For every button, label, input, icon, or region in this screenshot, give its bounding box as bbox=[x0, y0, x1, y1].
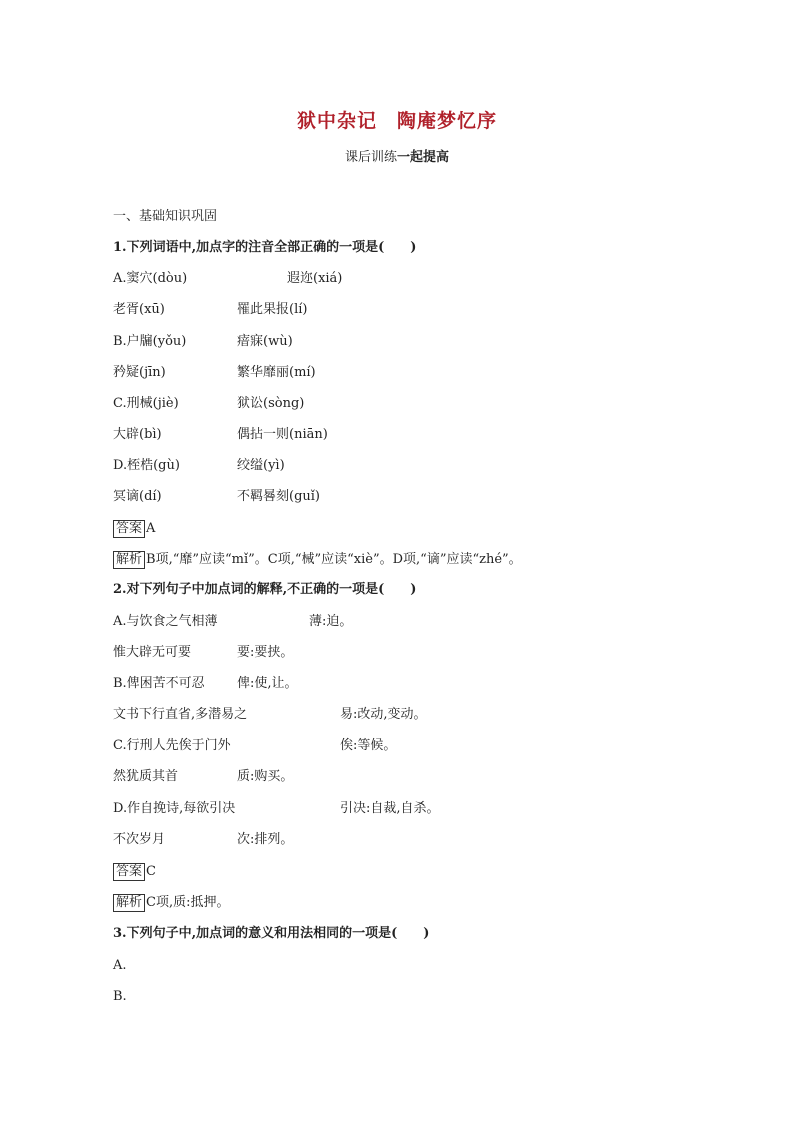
q1-option-d-word2: 绞缢(yì) bbox=[237, 458, 285, 473]
analysis-tag: 解析 bbox=[113, 551, 145, 569]
q2-option-d-sentence2: 不次岁月 bbox=[113, 832, 166, 847]
q1-option-c-word4: 偶拈一则(niān) bbox=[237, 427, 328, 442]
q1-option-b-word2: 瘖寐(wù) bbox=[237, 334, 293, 349]
q1-option-a-word4: 罹此果报(lí) bbox=[237, 302, 308, 317]
q1-option-d-word3: 冥谪(dí) bbox=[113, 489, 162, 504]
q2-option-c-gloss2: 质:购买。 bbox=[237, 769, 294, 784]
analysis-tag: 解析 bbox=[113, 894, 145, 912]
subtitle-plain: 课后训练 bbox=[344, 150, 397, 165]
page-title: 狱中杂记 陶庵梦忆序 bbox=[296, 110, 497, 132]
q1-answer bbox=[113, 520, 155, 538]
q1-option-d-word4: 不羁晷刻(guǐ) bbox=[237, 489, 320, 504]
answer-value: A bbox=[146, 521, 156, 536]
analysis-text: C项,质:抵押。 bbox=[146, 895, 230, 910]
answer-tag: 答案 bbox=[113, 863, 145, 881]
q1-option-a-word3: 老胥(xū) bbox=[113, 302, 165, 317]
q2-stem: 2.对下列句子中加点词的解释,不正确的一项是( ) bbox=[113, 582, 417, 597]
q2-analysis bbox=[113, 894, 229, 912]
q3-stem: 3.下列句子中,加点词的意义和用法相同的一项是( ) bbox=[113, 926, 430, 941]
answer-tag: 答案 bbox=[113, 520, 145, 538]
q1-option-b-word1: B.户牖(yǒu) bbox=[113, 334, 187, 349]
q1-analysis bbox=[113, 551, 522, 569]
q2-option-a-sentence2: 惟大辟无可要 bbox=[113, 645, 192, 660]
q2-option-c-gloss1: 俟:等候。 bbox=[340, 738, 397, 753]
q3-option-a: A. bbox=[113, 958, 127, 973]
q2-option-b-sentence2: 文书下行直省,多潜易之 bbox=[113, 707, 248, 722]
q1-option-c-word1: C.刑械(jiè) bbox=[113, 396, 179, 411]
q1-option-c-word3: 大辟(bì) bbox=[113, 427, 162, 442]
answer-value: C bbox=[146, 864, 156, 879]
subtitle-bold: 一起提高 bbox=[397, 150, 450, 165]
q2-option-d-sentence1: D.作自挽诗,每欲引决 bbox=[113, 801, 236, 816]
q2-option-b-gloss2: 易:改动,变动。 bbox=[340, 707, 427, 722]
q2-option-a-gloss1: 薄:迫。 bbox=[309, 614, 353, 629]
q2-option-b-sentence1: B.俾困苦不可忍 bbox=[113, 676, 205, 691]
q2-option-a-gloss2: 要:要挟。 bbox=[237, 645, 294, 660]
analysis-text: B项,“靡”应读“mǐ”。C项,“械”应读“xiè”。D项,“谪”应读“zhé”。 bbox=[146, 552, 522, 567]
section-heading: 一、基础知识巩固 bbox=[113, 209, 218, 224]
q2-option-d-gloss2: 次:排列。 bbox=[237, 832, 294, 847]
q2-option-a-sentence1: A.与饮食之气相薄 bbox=[113, 614, 218, 629]
q1-option-a-word2: 遐迩(xiá) bbox=[287, 271, 343, 286]
q2-option-c-sentence2: 然犹质其首 bbox=[113, 769, 179, 784]
q1-stem: 1.下列词语中,加点字的注音全部正确的一项是( ) bbox=[113, 240, 417, 255]
page-subtitle bbox=[0, 146, 794, 165]
q1-option-d-word1: D.桎梏(gù) bbox=[113, 458, 180, 473]
q2-answer bbox=[113, 863, 156, 881]
q1-option-b-word4: 繁华靡丽(mí) bbox=[237, 365, 316, 380]
q3-option-b: B. bbox=[113, 989, 127, 1004]
q2-option-b-gloss1: 俾:使,让。 bbox=[237, 676, 298, 691]
q2-option-c-sentence1: C.行刑人先俟于门外 bbox=[113, 738, 231, 753]
q1-option-b-word3: 矜疑(jīn) bbox=[113, 365, 166, 380]
q1-option-a-word1: A.窦穴(dòu) bbox=[113, 271, 188, 286]
q2-option-d-gloss1: 引决:自裁,自杀。 bbox=[340, 801, 440, 816]
q1-option-c-word2: 狱讼(sòng) bbox=[237, 396, 305, 411]
